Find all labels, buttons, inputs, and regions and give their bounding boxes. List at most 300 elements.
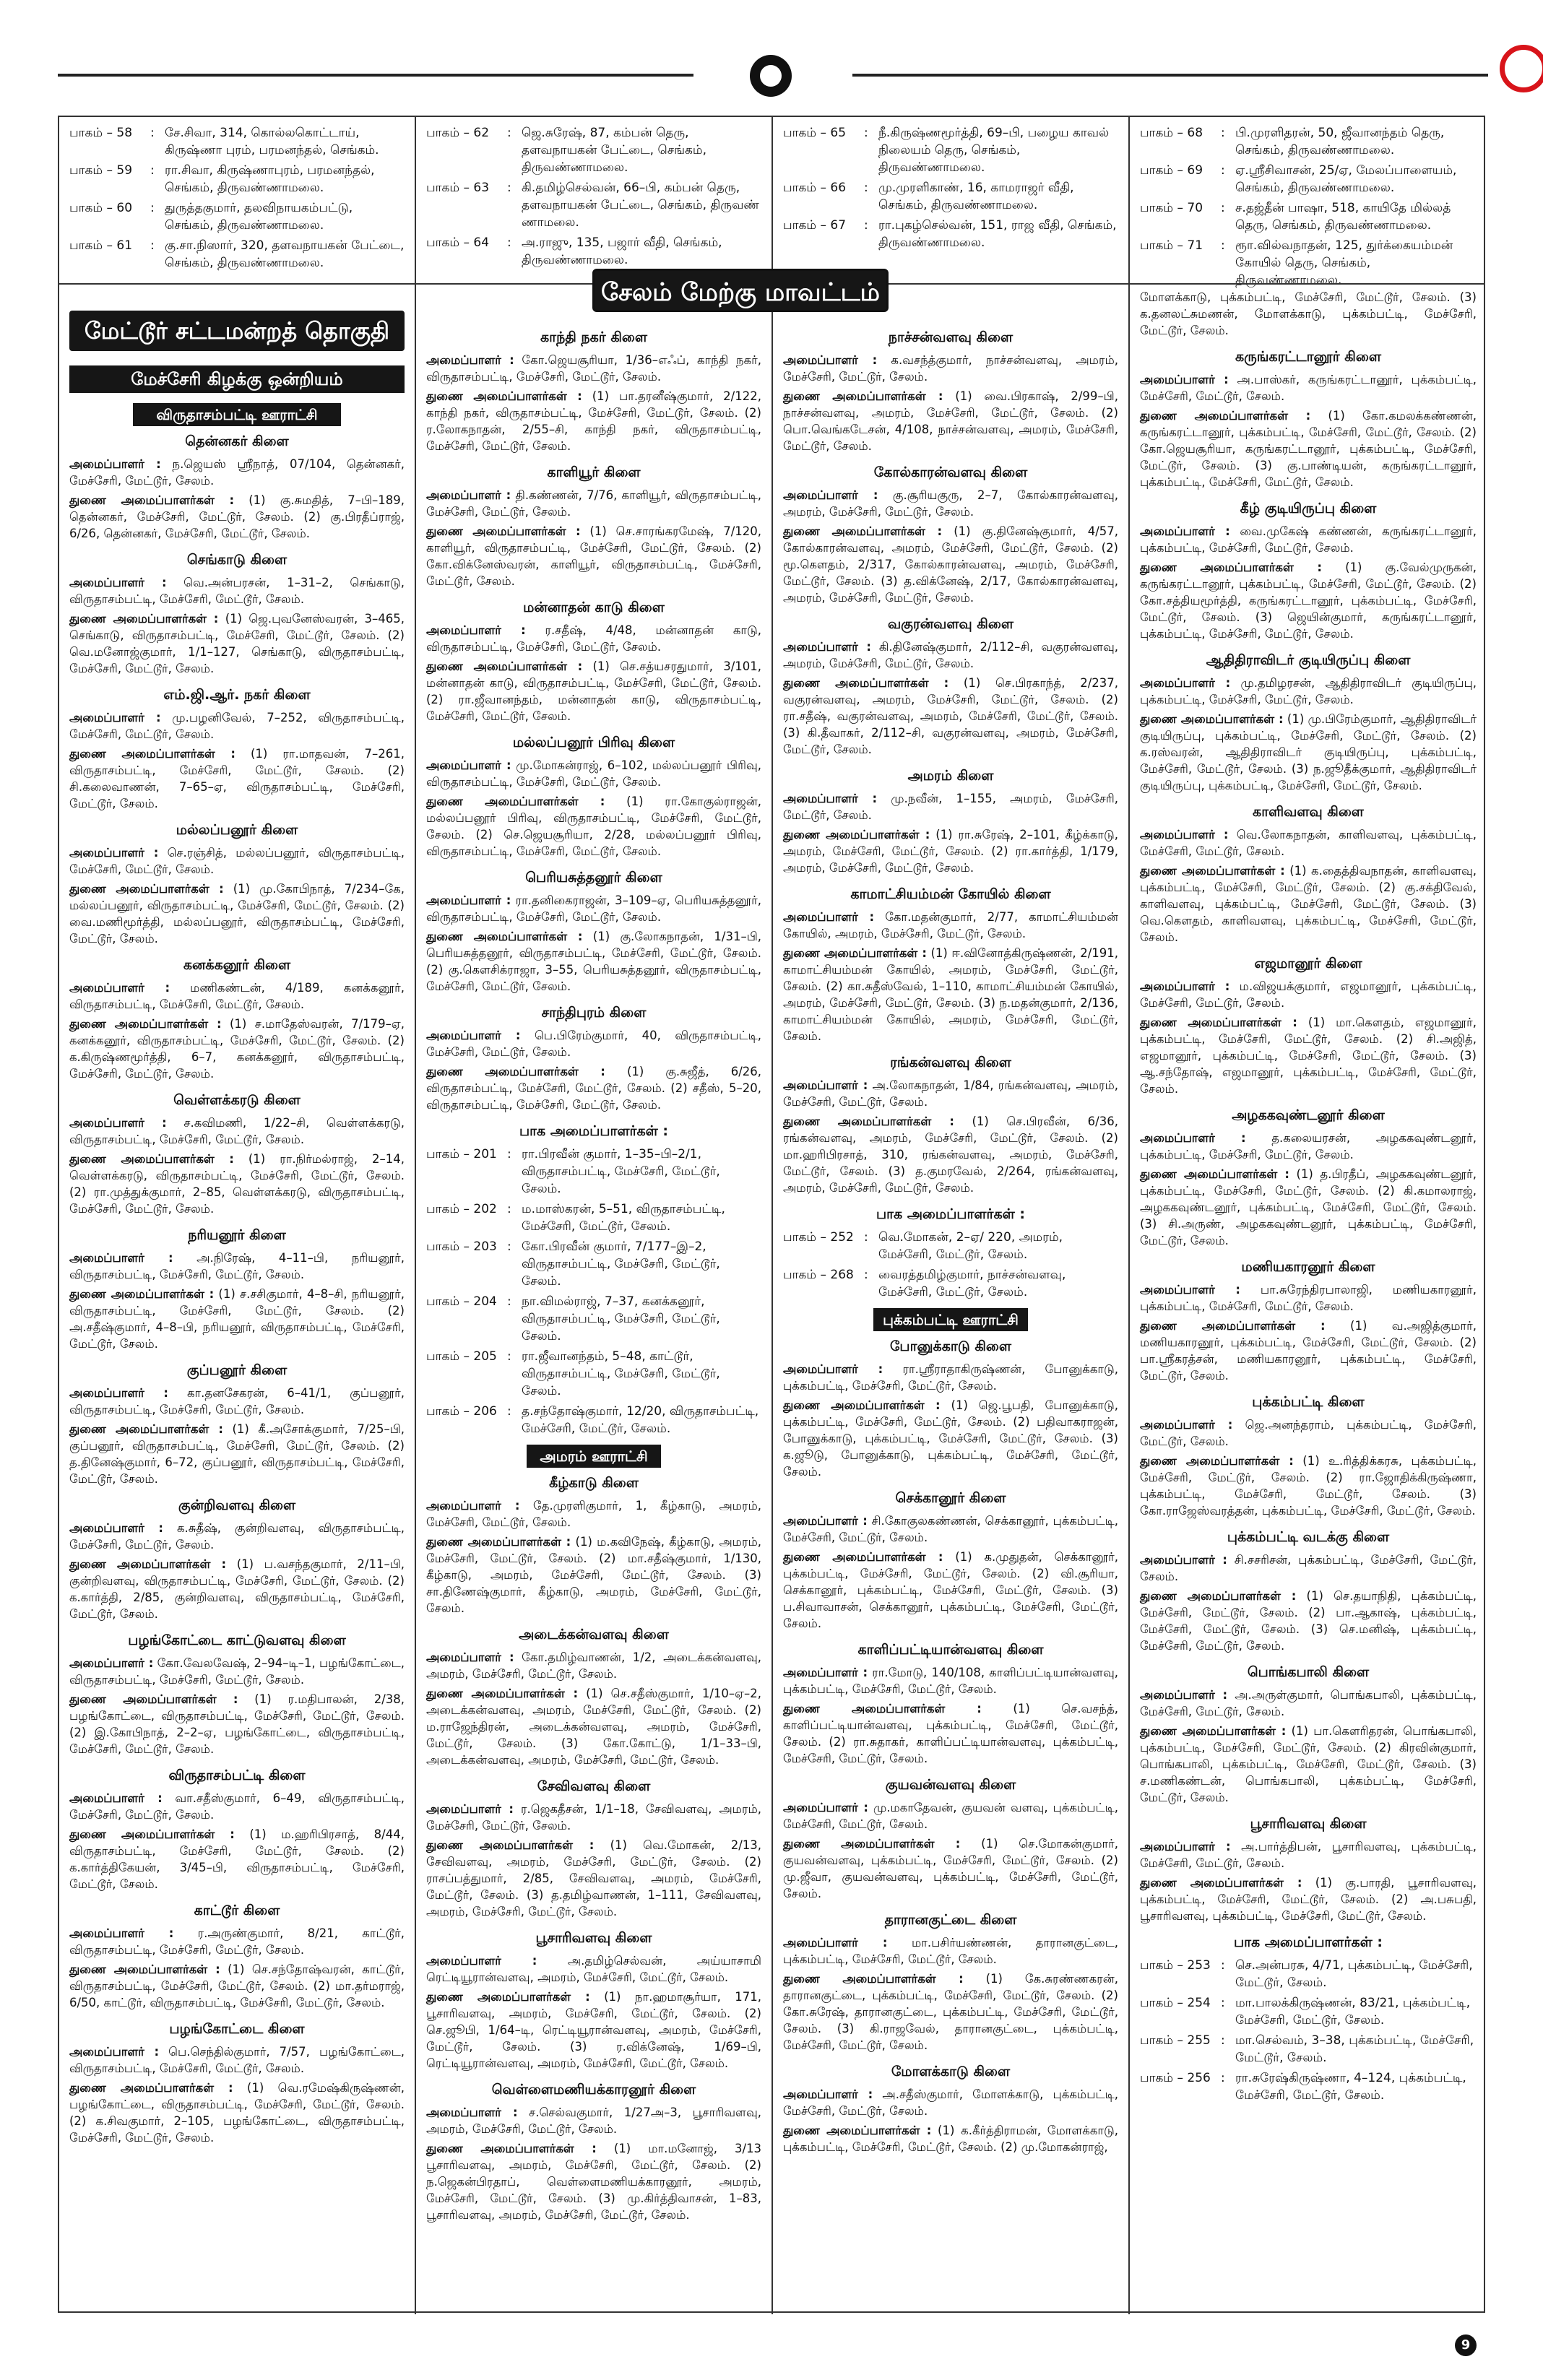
deputy-text: (1) செ.சத்யசரதுமார், 3/101, மன்னாதன் காடு, விருதாசம்பட்டி, மேச்சேரி, மேட்டூர், சேலம். (2) ரா.ஜீவானந்தம், மன்னாதன் காடு, விருதாசம்பட்டி, மேச்சேரி, மேட்டூர், சேலம். [426, 659, 761, 723]
branch-block [783, 1055, 1118, 1196]
colon-separator: : [1221, 163, 1225, 178]
deputy-line [426, 928, 761, 995]
deputy-label: துணை அமைப்பாளர்கள் : [426, 1687, 579, 1700]
organiser-text: ர.அருண்குமார், 8/21, காட்டூர், விருதாசம்பட்டி, மேச்சேரி, மேட்டூர், சேலம். [69, 1926, 405, 1957]
colon-separator: : [507, 181, 511, 195]
bhaga-row [783, 1229, 1118, 1263]
deputy-label: துணை அமைப்பாளர்கள் : [1140, 1724, 1287, 1738]
deputy-line [426, 2140, 761, 2223]
deputy-text: (1) செ.வசந்த், காளிப்பட்டியான்வளவு, புக்கம்பட்டி, மேச்சேரி, மேட்டூர், சேலம். (2) ரா.சுதாகர், காளிப்பட்டியான்வளவு, புக்கம்பட்டி, மேச்சேரி, மேட்டூர், சேலம். [783, 1702, 1118, 1765]
deputy-label: துணை அமைப்பாளர்கள் : [426, 1838, 595, 1852]
branch-list [783, 329, 1118, 1196]
branch-block [69, 1632, 405, 1757]
bhaga-row [1140, 2032, 1477, 2067]
deputy-line [426, 1533, 761, 1617]
colon-separator: : [1221, 1996, 1225, 2010]
organiser-line [783, 487, 1118, 520]
branch-block [783, 2064, 1118, 2155]
bhaga-name: சே.சிவா, 314, கொல்லகொட்டாய், கிருஷ்ணா புரம், பரமனந்தல், செங்கம். [165, 126, 379, 157]
deputy-line [1140, 1588, 1477, 1654]
organiser-line [426, 2104, 761, 2137]
organiser-line [426, 757, 761, 790]
bhaga-number: பாகம் – 256 [1140, 2071, 1211, 2085]
bhaga-row [69, 237, 405, 272]
deputy-label: துணை அமைப்பாளர்கள் : [426, 1065, 605, 1078]
organiser-text: அ.பார்த்திபன், பூசாரிவளவு, புக்கம்பட்டி, மேச்சேரி, மேட்டூர், சேலம். [1140, 1840, 1477, 1870]
organiser-line [69, 1655, 405, 1688]
deputy-text: (1) க.தைத்திவநாதன், காளிவளவு, புக்கம்பட்டி, மேச்சேரி, மேட்டூர், சேலம். (2) கு.சக்திவேல், காளிவளவு, புக்கம்பட்டி, மேச்சேரி, மேட்டூர், சேலம். (3) வெ.கௌதம், காளிவளவு, புக்கம்பட்டி, மேச்சேரி, மேட்டூர், சேலம். [1140, 864, 1477, 944]
colon-separator: : [507, 1294, 511, 1309]
organiser-text: பெ.பிரேம்குமார், 40, விருதாசம்பட்டி, மேச்சேரி, மேட்டூர், சேலம். [426, 1029, 761, 1059]
deputy-label: துணை அமைப்பாளர்கள் : [69, 2081, 233, 2095]
bhaga-number: பாகம் – 68 [1140, 126, 1203, 140]
branch-title: மல்லப்பனூர் பிரிவு கிளை [512, 735, 675, 750]
deputy-label: துணை அமைப்பாளர்கள் : [69, 1963, 220, 1976]
deputy-label: துணை அமைப்பாளர்கள் : [783, 1550, 943, 1564]
organiser-text: ச.கவிமணி, 1/22–சி, வெள்ளக்கரடு, விருதாசம்பட்டி, மேச்சேரி, மேட்டூர், சேலம். [69, 1116, 405, 1146]
continuation-text [1140, 289, 1477, 339]
deputy-line [783, 826, 1118, 876]
deputy-label: துணை அமைப்பாளர்கள் : [426, 1535, 571, 1549]
organiser-label: அமைப்பாளர் : [69, 576, 167, 589]
deputy-line [1140, 1317, 1477, 1384]
organiser-line [1140, 1687, 1477, 1720]
branch-title: காமாட்சியம்மன் கோயில் கிளை [850, 886, 1051, 902]
organiser-line [69, 709, 405, 743]
branch-block [1140, 501, 1477, 642]
bhaga-row [1140, 162, 1477, 196]
deputy-line [69, 2080, 405, 2146]
branch-title: குப்பனூர் கிளை [186, 1362, 288, 1378]
bhaga-number: பாகம் – 71 [1140, 238, 1203, 253]
branch-block [426, 1930, 761, 2072]
column-2 [416, 285, 773, 2314]
organiser-text: மு.நவீன், 1–155, அமரம், மேச்சேரி, மேட்டூர், சேலம். [783, 792, 1118, 822]
bhaga-number: பாகம் – 59 [69, 163, 133, 178]
organiser-label: அமைப்பாளர் : [426, 1499, 520, 1513]
deputy-label: துணை அமைப்பாளர்கள் : [783, 389, 943, 403]
deputy-line [783, 1700, 1118, 1767]
deputy-line [426, 658, 761, 724]
organiser-text: த.கலையரசன், அழககவுண்டனூர், புக்கம்பட்டி, மேச்சேரி, மேட்டூர், சேலம். [1140, 1131, 1477, 1161]
organiser-label: அமைப்பாளர் : [69, 711, 161, 724]
organiser-label: அமைப்பாளர் : [69, 1521, 163, 1535]
deputy-line [69, 1961, 405, 2011]
branch-block [783, 1642, 1118, 1767]
deputy-text: (1) கு.தினேஷ்குமார், 4/57, கோல்காரன்வளவு, அமரம், மேச்சேரி, மேட்டூர், சேலம். (2) மூ.கௌதம், 2/317, கோல்காரன்வளவு, அமரம், மேச்சேரி, மேட்டூர், சேலம். (3) த.விக்னேஷ், 2/17, கோல்காரன்வளவு, அமரம், மேச்சேரி, மேட்டூர், சேலம். [783, 524, 1118, 605]
colon-separator: : [1221, 2033, 1225, 2048]
organiser-text: தே.முரளிகுமார், 1, கீழ்காடு, அமரம், மேச்சேரி, மேட்டூர், சேலம். [426, 1499, 761, 1529]
deputy-text: (1) ரா.நிர்மல்ராஜ், 2–14, வெள்ளக்கரடு, விருதாசம்பட்டி, மேச்சேரி, மேட்டூர், சேலம். (2) ரா.முத்துக்குமார், 2–85, வெள்ளக்கரடு, விருதாசம்பட்டி, மேச்சேரி, மேட்டூர், சேலம். [69, 1152, 405, 1216]
deputy-text: (1) மா.மனோஜ், 3/13 பூசாரிவளவு, அமரம், மேச்சேரி, மேட்டூர், சேலம். (2) ந.ஜெகன்பிரதாப், வெள்ளைமணியக்காரனூர், அமரம், மேச்சேரி, மேட்டூர், சேலம். (3) மு.கிர்த்திவாசன், 1–83, பூசாரிவளவு, அமரம், மேச்சேரி, மேட்டூர், சேலம். [426, 2142, 762, 2222]
organiser-label: அமைப்பாளர் : [783, 1801, 868, 1814]
column-3 [773, 285, 1130, 2314]
deputy-label: துணை அமைப்பாளர்கள் : [783, 1837, 961, 1851]
organiser-text: அ.பாஸ்கர், கருங்கரட்டானூர், புக்கம்பட்டி, மேச்சேரி, மேட்டூர், சேலம். [1140, 373, 1477, 403]
deputy-label: துணை அமைப்பாளர்கள் : [69, 747, 235, 761]
bhaga-number: பாகம் – 58 [69, 126, 133, 140]
deputy-text: (1) கு.லோகநாதன், 1/31–பி, பெரியசுத்தனூர், விருதாசம்பட்டி, மேச்சேரி, மேட்டூர், சேலம். (2) கு.கௌசிக்ராஜா, 3–55, பெரியசுத்தனூர், விருதாசம்பட்டி, மேச்சேரி, மேட்டூர், சேலம். [426, 930, 761, 993]
bhaga-row [1140, 1957, 1477, 1991]
deputy-label: துணை அமைப்பாளர்கள் : [69, 882, 224, 896]
organiser-line [69, 2043, 405, 2077]
organiser-text: மா.பசிர்யண்ணன், தாரானகுட்டை, புக்கம்பட்டி, மேச்சேரி, மேட்டூர், சேலம். [783, 1936, 1118, 1966]
branch-title: குயவன்வளவு கிளை [885, 1777, 1016, 1793]
organiser-label: அமைப்பாளர் : [1140, 373, 1229, 386]
deputy-text: (1) உ.ரித்திக்கரசு, புக்கம்பட்டி, மேச்சேரி, மேட்டூர், சேலம். (2) ரா.ஜோதிக்கிருஷ்ணா, புக்கம்பட்டி, மேச்சேரி, மேட்டூர், சேலம். (3) கோ.ராஜேஸ்வரத்தன், புக்கம்பட்டி, மேச்சேரி, மேட்டூர், சேலம். [1140, 1454, 1477, 1518]
deputy-label: துணை அமைப்பாளர்கள் : [783, 676, 949, 690]
organiser-line [1140, 1838, 1477, 1871]
deputy-label: துணை அமைப்பாளர்கள் : [1140, 712, 1284, 726]
colon-separator: : [864, 181, 868, 195]
organiser-text: க.சுதீஷ், குன்றிவளவு, விருதாசம்பட்டி, மேச்சேரி, மேட்டூர், சேலம். [69, 1521, 405, 1552]
colon-separator: : [1221, 238, 1225, 253]
colon-separator: : [150, 238, 155, 253]
bhaga-number: பாகம் – 255 [1140, 2033, 1211, 2048]
bhaga-number: பாகம் – 202 [426, 1202, 497, 1216]
organiser-label: அமைப்பாளர் : [1140, 1840, 1231, 1853]
branch-title: போனுக்காடு கிளை [889, 1338, 1012, 1354]
branch-block [426, 2082, 761, 2223]
deputy-label: துணை அமைப்பாளர்கள் : [426, 389, 582, 403]
deputy-text: (1) கு.வேல்முருகன், கருங்கரட்டானூர், புக்கம்பட்டி, மேச்சேரி, மேட்டூர், சேலம். (2) கோ.சத்தியமூர்த்தி, கருங்கரட்டானூர், புக்கம்பட்டி, மேச்சேரி, மேட்டூர், சேலம். (3) ஜெயின்குமார், கருங்கரட்டானூர், புக்கம்பட்டி, மேச்சேரி, மேட்டூர், சேலம். [1140, 561, 1477, 641]
bhaga-name: கு.சா.நிஸார், 320, தளவநாயகன் பேட்டை, செங்கம், திருவண்ணாமலை. [165, 238, 405, 270]
branch-block [426, 1627, 761, 1768]
branch-title: வெள்ளைமணியக்காரனூர் கிளை [491, 2082, 696, 2098]
organiser-label: அமைப்பாளர் : [783, 1078, 868, 1092]
branch-list [426, 1475, 761, 2223]
bhaga-name: பி.முரளிதரன், 50, ஜீவானந்தம் தெரு, செங்கம், திருவண்ணாமலை. [1235, 126, 1445, 157]
organiser-label: அமைப்பாளர் : [783, 1362, 883, 1376]
organiser-label: அமைப்பாளர் : [783, 353, 878, 367]
bhaga-row [69, 124, 405, 159]
branch-block [69, 822, 405, 947]
branch-title: காட்டூர் கிளை [194, 1903, 280, 1918]
organiser-label: அமைப்பாளர் : [69, 981, 170, 995]
deputy-label: துணை அமைப்பாளர்கள் : [1140, 1876, 1302, 1890]
branch-block [426, 1475, 761, 1617]
organiser-label: அமைப்பாளர் : [783, 2087, 873, 2101]
deputy-text: (1) ஈ.வினோத்கிருஷ்ணன், 2/191, காமாட்சியம்மன் கோயில், அமரம், மேச்சேரி, மேட்டூர், சேலம். (2) கா.சுதீஸ்வேல், 1–110, காமாட்சியம்மன் கோயில், அமரம், மேச்சேரி, மேட்டூர், சேலம். (3) ந.மதன்குமார், 2/136, காமாட்சியம்மன் கோயில், அமரம், மேச்சேரி, மேட்டூர், சேலம். [783, 946, 1118, 1043]
organiser-label: அமைப்பாளர் : [69, 1251, 173, 1265]
branch-block [783, 886, 1118, 1044]
organiser-line [1140, 523, 1477, 556]
bhaga-number: பாகம் – 65 [783, 126, 847, 140]
bhaga-number: பாகம் – 252 [783, 1230, 854, 1245]
town-title: விருதாசம்பட்டி ஊராட்சி [133, 403, 341, 426]
organiser-line [1140, 371, 1477, 404]
deputy-label: துணை அமைப்பாளர்கள் : [69, 1422, 223, 1436]
deputy-line [783, 1113, 1118, 1196]
branch-title: பெரியசுத்தனூர் கிளை [525, 870, 662, 886]
branch-title: மோளக்காடு கிளை [891, 2064, 1011, 2080]
organiser-label: அமைப்பாளர் : [69, 1926, 174, 1940]
deputy-line [1140, 1453, 1477, 1519]
organiser-text: மு.மோகன்ராஜ், 6–102, மல்லப்பனூர் பிரிவு, விருதாசம்பட்டி, மேச்சேரி, மேட்டூர், சேலம். [426, 758, 761, 789]
deputy-line [783, 675, 1118, 758]
deputy-line [1140, 1014, 1477, 1097]
deputy-label: துணை அமைப்பாளர்கள் : [69, 1557, 227, 1571]
deputy-line [426, 1989, 761, 2072]
bhaga-row [783, 217, 1118, 251]
organiser-text: சி.சசரிசன், புக்கம்பட்டி, மேச்சேரி, மேட்டூர், சேலம். [1140, 1553, 1477, 1583]
deputy-label: துணை அமைப்பாளர்கள் : [783, 946, 927, 960]
deputy-label: துணை அமைப்பாளர்கள் : [1140, 1167, 1289, 1181]
branch-block [426, 464, 761, 589]
organiser-line [69, 1115, 405, 1148]
organiser-text: கோ.மதன்குமார், 2/77, காமாட்சியம்மன் கோயில், அமரம், மேச்சேரி, மேட்டூர், சேலம். [783, 910, 1118, 940]
bhaga-row [783, 1266, 1118, 1301]
branch-block [426, 870, 761, 995]
branch-title: சேவிவளவு கிளை [537, 1778, 651, 1794]
deputy-line [69, 1556, 405, 1622]
branch-block [1140, 1816, 1477, 1924]
deputy-label: துணை அமைப்பாளர்கள் : [69, 493, 235, 507]
deputy-text: (1) செ.சந்தோஷ்வரன், காட்டூர், விருதாசம்பட்டி, மேச்சேரி, மேட்டூர், சேலம். (2) மா.தர்மராஜ், 6/50, காட்டூர், விருதாசம்பட்டி, மேச்சேரி, மேட்டூர், சேலம். [69, 1963, 405, 2009]
deputy-label: துணை அமைப்பாளர்கள் : [1140, 1016, 1297, 1029]
bhaga-row [426, 1146, 761, 1198]
organiser-line [69, 1520, 405, 1553]
deputy-line [426, 1685, 761, 1768]
branch-title: சாந்திபுரம் கிளை [541, 1005, 647, 1021]
deputy-line [783, 388, 1118, 454]
organiser-text: க.வசந்த்குமார், நாச்சன்வளவு, அமரம், மேச்சேரி, மேட்டூர், சேலம். [783, 353, 1118, 384]
organiser-text: கி.தினேஷ்குமார், 2/112–சி, வகுரன்வளவு, அமரம், மேச்சேரி, மேட்டூர், சேலம். [783, 640, 1118, 670]
organiser-text: ரா.தனிகைராஜன், 3–109–ஏ, பெரியசுத்தனூர், விருதாசம்பட்டி, மேச்சேரி, மேட்டூர், சேலம். [426, 893, 761, 924]
deputy-line [426, 1837, 761, 1920]
bhaga-number: பாகம் – 206 [426, 1404, 497, 1419]
deputy-text: (1) கோ.கமலக்கண்ணன், கருங்கரட்டானூர், புக்கம்பட்டி, மேச்சேரி, மேட்டூர், சேலம். (2) கோ.ஜெயசூரியா, கருங்கரட்டானூர், புக்கம்பட்டி, மேச்சேரி, மேட்டூர், சேலம். (3) கு.பாண்டியன், கருங்கரட்டானூர், புக்கம்பட்டி, மேச்சேரி, மேட்டூர், சேலம். [1140, 409, 1477, 489]
organiser-text: சி.கோகுலகண்ணன், செக்கானூர், புக்கம்பட்டி, மேச்சேரி, மேட்டூர், சேலம். [783, 1514, 1118, 1544]
deputy-text: (1) நா.ஹமாசூர்யா, 171, பூசாரிவளவு, அமரம், மேச்சேரி, மேட்டூர், சேலம். (2) செ.ஜூபி, 1/64–டி, ரெட்டியூரான்வளவு, அமரம், மேச்சேரி, மேட்டூர், சேலம். (3) ர.விக்னேஷ், 1/69–பி, ரெட்டியூரான்வளவு, அமரம், மேச்சேரி, மேட்டூர், சேலம். [426, 1990, 761, 2070]
deputy-text: (1) கீ.அசோக்குமார், 7/25–பி, குப்பனூர், விருதாசம்பட்டி, மேச்சேரி, மேட்டூர், சேலம். (2) த.தினேஷ்குமார், 6–72, குப்பனூர், விருதாசம்பட்டி, மேச்சேரி, மேட்டூர், சேலம். [69, 1422, 405, 1486]
deputy-line [69, 1826, 405, 1892]
continuation-paragraph: மோளக்காடு, புக்கம்பட்டி, மேச்சேரி, மேட்டூர், சேலம். (3) க.தனலட்சுமணன், மோளக்காடு, புக்கம்பட்டி, மேச்சேரி, மேட்டூர், சேலம். [1140, 290, 1477, 337]
branch-block [1140, 349, 1477, 490]
deputy-text: (1) ரா.சுரேஷ், 2–101, கீழ்க்காடு, அமரம், மேச்சேரி, மேட்டூர், சேலம். (2) ரா.கார்த்தி, 1/179, அமரம், மேச்சேரி, மேட்டூர், சேலம். [783, 828, 1118, 875]
organiser-text: ம.விஜயக்குமார், எஜமானூர், புக்கம்பட்டி, மேச்சேரி, மேட்டூர், சேலம். [1140, 979, 1477, 1010]
bhaga-number: பாகம் – 203 [426, 1239, 497, 1254]
deputy-text: (1) ச.மாதேஸ்வரன், 7/179–ஏ, கனக்கனூர், விருதாசம்பட்டி, மேச்சேரி, மேட்டூர், சேலம். (2) க.கிருஷ்ணமூர்த்தி, 6–7, கனக்கனூர், விருதாசம்பட்டி, மேச்சேரி, மேட்டூர், சேலம். [69, 1017, 405, 1081]
deputy-label: துணை அமைப்பாளர்கள் : [1140, 864, 1285, 878]
branch-title: தென்னகர் கிளை [185, 433, 289, 449]
bhaga-number: பாகம் – 254 [1140, 1996, 1211, 2010]
organiser-line [69, 1790, 405, 1823]
colon-separator: : [507, 1202, 511, 1216]
branch-block [1140, 1529, 1477, 1654]
masthead-rule-right [852, 74, 1488, 77]
bhaga-row [69, 162, 405, 196]
branch-block [1140, 1107, 1477, 1249]
deputy-line [69, 492, 405, 542]
branch-title: பூசாரிவளவு கிளை [535, 1930, 652, 1946]
bhaga-row [1140, 1994, 1477, 2029]
bhaga-row [426, 124, 761, 176]
deputy-line [69, 1016, 405, 1082]
branch-block [1140, 804, 1477, 945]
organiser-text: கா.தனசேகரன், 6–41/1, குப்பனூர், விருதாசம்பட்டி, மேச்சேரி, மேட்டூர், சேலம். [69, 1386, 405, 1416]
branch-block [783, 1338, 1118, 1480]
organiser-line [783, 790, 1118, 823]
deputy-line [426, 388, 761, 454]
organiser-line [783, 2086, 1118, 2119]
deputy-line [69, 745, 405, 812]
branch-title: அழககவுண்டனூர் கிளை [1232, 1107, 1385, 1123]
deputy-text: (1) பா.கௌரிதரன், பொங்கபாலி, புக்கம்பட்டி, மேச்சேரி, மேட்டூர், சேலம். (2) கிரவின்குமார், பொங்கபாலி, புக்கம்பட்டி, மேச்சேரி, மேட்டூர், சேலம். (3) ச.மணிகண்டன், பொங்கபாலி, புக்கம்பட்டி, மேச்சேரி, மேட்டூர், சேலம். [1140, 1724, 1477, 1804]
deputy-text: (1) வ.அஜித்குமார், மணியகாரனூர், புக்கம்பட்டி, மேச்சேரி, மேட்டூர், சேலம். (2) பா.ஸ்ரீகரத்சன், மணியகாரனூர், புக்கம்பட்டி, மேச்சேரி, மேட்டூர், சேலம். [1140, 1319, 1477, 1382]
branch-block [69, 1767, 405, 1892]
deputy-text: (1) வை.பிரகாஷ், 2/99–பி, நாச்சன்வளவு, அமரம், மேச்சேரி, மேட்டூர், சேலம். (2) பொ.வெங்கடேசன், 4/108, நாச்சன்வளவு, அமரம், மேச்சேரி, மேட்டூர், சேலம். [783, 389, 1118, 453]
branch-block [69, 1227, 405, 1352]
branch-block [69, 957, 405, 1082]
branch-title: காந்தி நகர் கிளை [540, 329, 648, 345]
organiser-line [1140, 1281, 1477, 1315]
deputy-line [69, 880, 405, 947]
bhaga-name: வெ.மோகன், 2–ஏ/ 220, அமரம், மேச்சேரி, மேட்டூர், சேலம். [878, 1230, 1063, 1262]
bhaga-number: பாகம் – 63 [426, 181, 490, 195]
branch-title: பழங்கோட்டை காட்டுவளவு கிளை [128, 1632, 346, 1648]
organiser-text: மு.தமிழரசன், ஆதிதிராவிடர் குடியிருப்பு, புக்கம்பட்டி, மேச்சேரி, மேட்டூர், சேலம். [1140, 676, 1477, 706]
bhaga-row [783, 124, 1118, 176]
branch-title: செங்காடு கிளை [186, 552, 288, 568]
deputy-label: துணை அமைப்பாளர்கள் : [783, 1398, 941, 1412]
bhaga-row [426, 1348, 761, 1400]
organiser-line [69, 1925, 405, 1958]
top-strip-column [773, 117, 1130, 285]
bhaga-name: நா.விமல்ராஜ், 7–37, கனக்கனூர், விருதாசம்பட்டி, மேச்சேரி, மேட்டூர், சேலம். [522, 1294, 720, 1343]
branch-block [783, 329, 1118, 454]
deputy-label: துணை அமைப்பாளர்கள் : [1140, 409, 1311, 423]
bhaga-name: வைரத்தமிழ்குமார், நாச்சன்வளவு, மேச்சேரி, மேட்டூர், சேலம். [878, 1268, 1066, 1299]
organiser-text: கு.சூரியகுரு, 2–7, கோல்காரன்வளவு, அமரம், மேச்சேரி, மேட்டூர், சேலம். [783, 488, 1118, 519]
organiser-line [1140, 1552, 1477, 1585]
deputy-line [69, 1286, 405, 1352]
branch-block [426, 600, 761, 724]
organiser-line [426, 892, 761, 925]
deputy-line [783, 1970, 1118, 2054]
organiser-label: அமைப்பாளர் : [1140, 676, 1231, 690]
organiser-label: அமைப்பாளர் : [783, 792, 878, 805]
deputy-text: (1) மு.பிரேம்குமார், ஆதிதிராவிடர் குடியிருப்பு, புக்கம்பட்டி, மேச்சேரி, மேட்டூர், சேலம். (2) க.ரஸ்வரன், ஆதிதிராவிடர் குடியிருப்பு, புக்கம்பட்டி, மேச்சேரி, மேட்டூர், சேலம். (3) ந.ஜூதீக்குமார், ஆதிதிராவிடர் குடியிருப்பு, புக்கம்பட்டி, மேச்சேரி, மேட்டூர், சேலம். [1140, 712, 1477, 792]
deputy-label: துணை அமைப்பாளர்கள் : [426, 524, 581, 538]
colon-separator: : [1221, 201, 1225, 215]
organiser-label: அமைப்பாளர் : [69, 1656, 154, 1670]
deputy-label: துணை அமைப்பாளர்கள் : [1140, 1454, 1294, 1468]
deputy-text: (1) த.பிரதீப், அழககவுண்டனூர், புக்கம்பட்டி, மேச்சேரி, மேட்டூர், சேலம். (2) கி.கமாலராஜ், அழககவுண்டனூர், புக்கம்பட்டி, மேச்சேரி, மேட்டூர், சேலம். (3) சி.அருண், அழககவுண்டனூர், புக்கம்பட்டி, மேச்சேரி, மேட்டூர், சேலம். [1140, 1167, 1477, 1247]
branch-title: செக்கானூர் கிளை [895, 1490, 1006, 1506]
organiser-label: அமைப்பாளர் : [783, 488, 878, 502]
organiser-label: அமைப்பாளர் : [1140, 828, 1229, 841]
branch-title: கோல்காரன்வளவு கிளை [873, 464, 1028, 480]
branch-title: புக்கம்பட்டி வடக்கு கிளை [1227, 1529, 1390, 1545]
colon-separator: : [507, 1349, 511, 1364]
branch-title: கனக்கனூர் கிளை [183, 957, 291, 973]
branch-block [1140, 652, 1477, 794]
organiser-text: ஜெ.அனந்தராம், புக்கம்பட்டி, மேச்சேரி, மேட்டூர், சேலம். [1140, 1418, 1477, 1448]
bhaga-number: பாகம் – 205 [426, 1349, 497, 1364]
bhaga-name: ரா.புகழ்செல்வன், 151, ராஜ வீதி, செங்கம், திருவண்ணாமலை. [878, 218, 1117, 250]
deputy-label: துணை அமைப்பாளர்கள் : [783, 1115, 954, 1128]
bhaga-name: ரா.பிரவீன் குமார், 1–35–பி–2/1, விருதாசம்பட்டி, மேச்சேரி, மேட்டூர், சேலம். [522, 1147, 720, 1196]
bhaga-name: நீ.கிருஷ்ணமூர்த்தி, 69–பி, பழைய காவல் நிலையம் தெரு, செங்கம், திருவண்ணாமலை. [878, 126, 1110, 175]
organiser-line [426, 622, 761, 655]
deputy-text: (1) கு.சுமதித், 7–பி–189, தென்னகர், மேச்சேரி, மேட்டூர், சேலம். (2) கு.பிரதீப்ராஜ், 6/26, தென்னகர், மேச்சேரி, மேட்டூர், சேலம். [69, 493, 405, 540]
page-number: 9 [1455, 2334, 1477, 2356]
bhaga-heading: பாக அமைப்பாளர்கள் : [1233, 1934, 1383, 1950]
organiser-line [1140, 675, 1477, 708]
branch-title: நரியனூர் கிளை [188, 1227, 286, 1243]
organiser-line [783, 909, 1118, 942]
bhaga-name: ரா.சுரேஷ்கிருஷ்ணா, 4–124, புக்கம்பட்டி, மேச்சேரி, மேட்டூர், சேலம். [1235, 2071, 1466, 2103]
deputy-label: துணை அமைப்பாளர்கள் : [783, 524, 943, 538]
bhaga-number: பாகம் – 69 [1140, 163, 1203, 178]
bhaga-number: பாகம் – 67 [783, 218, 847, 233]
organiser-label: அமைப்பாளர் : [69, 1116, 167, 1130]
branch-title: ரங்கன்வளவு கிளை [890, 1055, 1011, 1070]
branch-title: கீழ்காடு கிளை [549, 1475, 639, 1491]
union-title: மேச்சேரி கிழக்கு ஒன்றியம் [69, 365, 405, 393]
bhaga-name: மா.பாலக்கிருஷ்ணன், 83/21, புக்கம்பட்டி, மேச்சேரி, மேட்டூர், சேலம். [1235, 1996, 1471, 2028]
organiser-text: செ.ரஞ்சித், மல்லப்பனூர், விருதாசம்பட்டி, மேச்சேரி, மேட்டூர், சேலம். [69, 846, 405, 876]
bhaga-row [1140, 2069, 1477, 2104]
masthead [58, 40, 1485, 107]
organiser-label: அமைப்பாளர் : [1140, 1688, 1228, 1702]
organiser-label: அமைப்பாளர் : [426, 758, 511, 772]
organiser-text: கோ.தமிழ்வாணன், 1/2, அடைக்கன்வளவு, அமரம், மேச்சேரி, மேட்டூர், சேலம். [426, 1650, 761, 1681]
branch-list [783, 1338, 1118, 2155]
branch-title: புக்கம்பட்டி கிளை [1252, 1394, 1365, 1410]
organiser-label: அமைப்பாளர் : [69, 1791, 163, 1805]
branch-block [1140, 1664, 1477, 1806]
bhaga-name: ரூா.வில்வநாதன், 125, துர்க்கையம்மன் கோயில் தெரு, செங்கம், திருவண்ணாமலை. [1235, 238, 1453, 287]
branch-block [1140, 1394, 1477, 1519]
bhaga-row [426, 1238, 761, 1290]
party-emblem-icon [750, 55, 792, 97]
colon-separator: : [150, 163, 155, 178]
bhaga-number: பாகம் – 204 [426, 1294, 497, 1309]
colon-separator: : [864, 1230, 868, 1245]
bhaga-name: ரா.சிவா, கிருஷ்ணாபுரம், பரமனந்தல், செங்கம், திருவண்ணாமலை. [165, 163, 375, 195]
deputy-label: துணை அமைப்பாளர்கள் : [426, 659, 583, 673]
deputy-label: துணை அமைப்பாளர்கள் : [1140, 561, 1323, 574]
organiser-label: அமைப்பாளர் : [426, 1802, 514, 1816]
organiser-label: அமைப்பாளர் : [783, 640, 871, 654]
deputy-label: துணை அமைப்பாளர்கள் : [426, 795, 605, 808]
branch-title: மல்லப்பனூர் கிளை [176, 822, 298, 838]
column-4 [1130, 285, 1487, 2314]
masthead-rule-left [58, 74, 693, 77]
branch-block [426, 1778, 761, 1920]
deputy-text: (1) செ.தயாநிதி, புக்கம்பட்டி, மேச்சேரி, மேட்டூர், சேலம். (2) பா.ஆகாஷ், புக்கம்பட்டி, மேச்சேரி, மேட்டூர், சேலம். (3) செ.மனிஷ், புக்கம்பட்டி, மேச்சேரி, மேட்டூர், சேலம். [1140, 1589, 1477, 1653]
deputy-label: துணை அமைப்பாளர்கள் : [783, 828, 930, 841]
branch-title: அமரம் கிளை [907, 768, 994, 784]
deputy-text: (1) ர.மதிபாலன், 2/38, பழங்கோட்டை, விருதாசம்பட்டி, மேச்சேரி, மேட்டூர், சேலம். (2) இ.கோபிநாத், 2–2–ஏ, பழங்கோட்டை, விருதாசம்பட்டி, மேச்சேரி, மேட்டூர், சேலம். [69, 1692, 405, 1756]
organiser-text: தி.கண்ணன், 7/76, காளியூர், விருதாசம்பட்டி, மேச்சேரி, மேட்டூர், சேலம். [426, 488, 761, 519]
organiser-label: அமைப்பாளர் : [426, 1650, 514, 1664]
bhaga-name: கோ.பிரவீன் குமார், 7/177–இ–2, விருதாசம்பட்டி, மேச்சேரி, மேட்டூர், சேலம். [522, 1239, 720, 1289]
column-1 [59, 285, 416, 2314]
branch-block [69, 1497, 405, 1622]
organiser-label: அமைப்பாளர் : [426, 893, 511, 907]
organiser-line [69, 1385, 405, 1418]
organiser-text: அ.தமிழ்செல்வன், அய்யாசாமி ரெட்டியூரான்வளவு, அமரம், மேச்சேரி, மேட்டூர், சேலம். [426, 1954, 761, 1984]
organiser-line [426, 487, 761, 520]
organiser-label: அமைப்பாளர் : [426, 488, 511, 502]
bhaga-name: ஏ.ஸ்ரீசிவாசன், 25/ஏ, மேலப்பாளையம், செங்கம், திருவண்ணாமலை. [1235, 163, 1457, 195]
bhaga-number: பாகம் – 61 [69, 238, 133, 253]
organiser-line [1140, 826, 1477, 860]
deputy-label: துணை அமைப்பாளர்கள் : [1140, 1589, 1297, 1603]
